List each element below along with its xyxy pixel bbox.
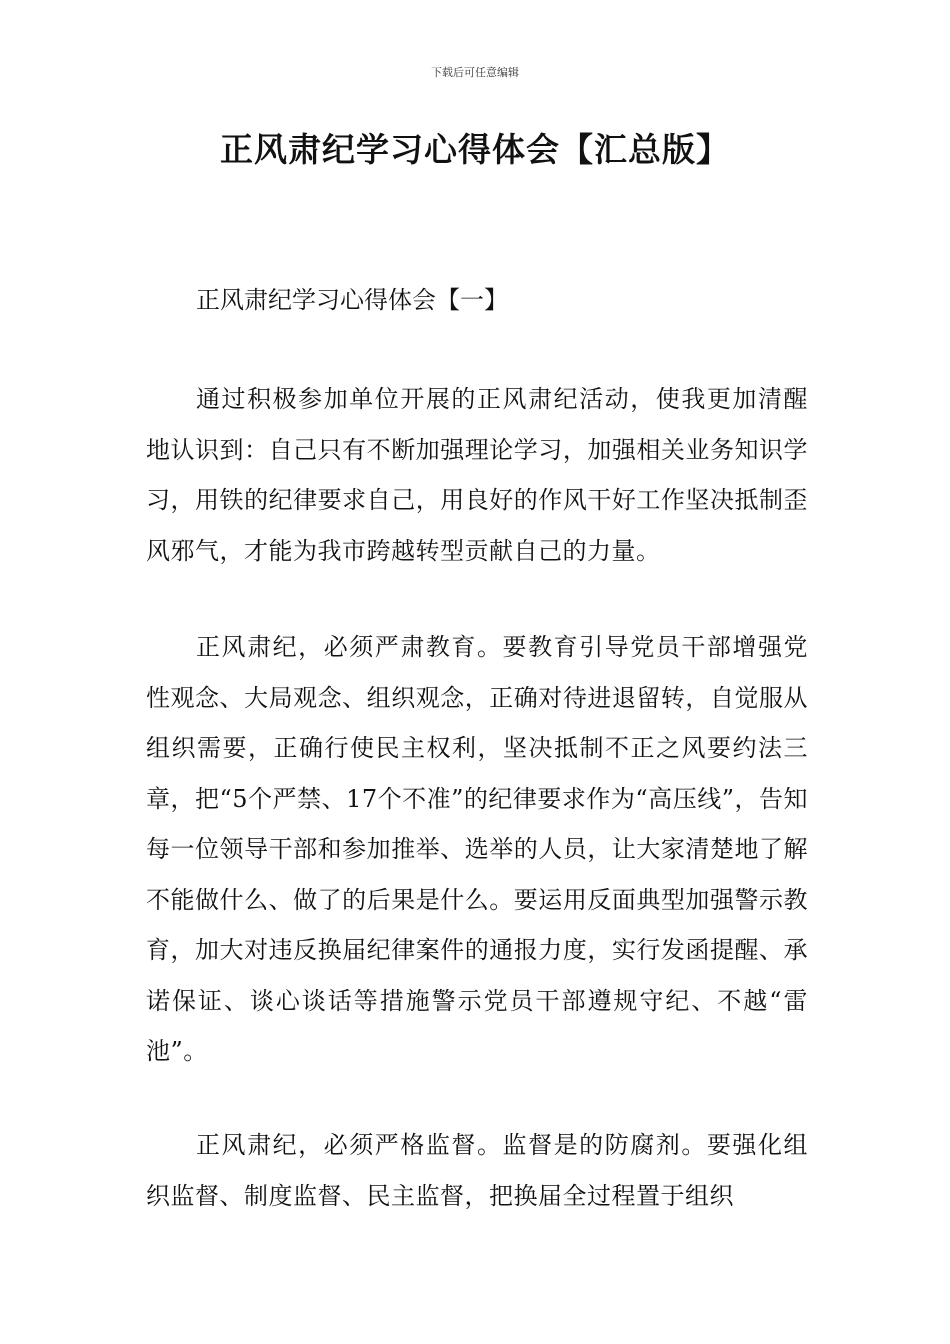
body-paragraph-3: 正风肃纪，必须严格监督。监督是的防腐剂。要强化组织监督、制度监督、民主监督，把换届全过程置于组织 [146, 1131, 808, 1210]
document-title: 正风肃纪学习心得体会【汇总版】 [220, 130, 730, 169]
body-paragraph-2: 正风肃纪，必须严肃教育。要教育引导党员干部增强党性观念、大局观念、组织观念，正确对待进退留转，自觉服从组织需要，正确行使民主权利，坚决抵制不正之风要约法三章，把“5个严禁、17个不准”的纪律要求作为“高压线”，告知每一位领导干部和参加推举、选举的人员，让大家清楚地了解不能做什么、做了的后果是什么。要运用反面典型加强警示教育，加大对违反换届纪律案件的通报力度，实行发函提醒、承诺保证、谈心谈话等措施警示党员干部遵规守纪、不越“雷池”。 [146, 633, 808, 1065]
page-header-note: 下载后可任意编辑 [431, 66, 519, 79]
section-heading: 正风肃纪学习心得体会【一】 [196, 286, 508, 314]
body-paragraph-1: 通过积极参加单位开展的正风肃纪活动，使我更加清醒地认识到：自己只有不断加强理论学习，加强相关业务知识学习，用铁的纪律要求自己，用良好的作风干好工作坚决抵制歪风邪气，才能为我市跨越转型贡献自己的力量。 [146, 385, 808, 565]
